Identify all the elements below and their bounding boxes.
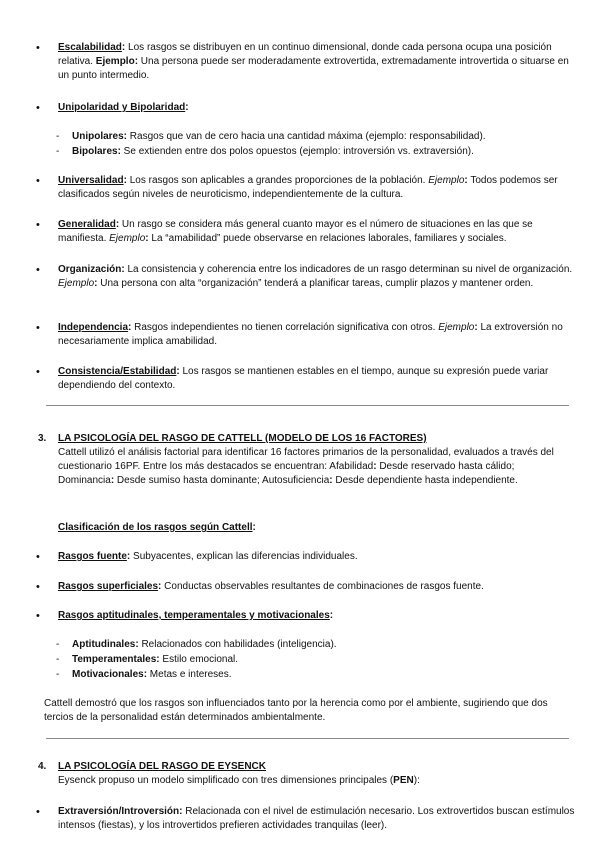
list-item-rasgos-fuente: • Rasgos fuente: Subyacentes, explican las diferencias individuales. xyxy=(58,550,578,564)
subitem-temperamentales: - Temperamentales: Estilo emocional. xyxy=(72,653,572,667)
list-item-rasgos-aptitudinales: • Rasgos aptitudinales, temperamentales y motivacionales: xyxy=(58,609,578,623)
section-divider xyxy=(46,738,569,739)
section-title-cattell: LA PSICOLOGÍA DEL RASGO DE CATTELL (MODELO DE LOS 16 FACTORES) xyxy=(58,433,427,444)
list-item-generalidad: • Generalidad: Un rasgo se considera más general cuanto mayor es el número de situaciones en las que se manifiesta. Ejemplo: La “amabilidad” puede observarse en relaciones laborales, familiares y sociales. xyxy=(58,218,578,246)
list-item-universalidad: • Universalidad: Los rasgos son aplicables a grandes proporciones de la población. Ejemplo: Todos podemos ser clasificados según niveles de neuroticismo, independientemente de la cultura. xyxy=(58,174,578,202)
section-number-3: 3. xyxy=(38,433,47,444)
subheading-unipolaridad: Unipolaridad y Bipolaridad xyxy=(58,102,186,113)
list-item-organizacion: • Organización: La consistencia y coherencia entre los indicadores de un rasgo determinan su nivel de organización. Ejemplo: Una persona con alta “organización” tenderá a planificar tareas, cumplir plazos y mantener orden. xyxy=(58,263,578,291)
list-item-independencia: • Independencia: Rasgos independientes no tienen correlación significativa con otros. Ejemplo: La extroversión no necesariamente implica amabilidad. xyxy=(58,321,578,349)
list-item-unipolaridad: • Unipolaridad y Bipolaridad: xyxy=(58,101,578,115)
cattell-conclusion: Cattell demostró que los rasgos son influenciados tanto por la herencia como por el ambiente, sugiriendo que dos tercios de la personalidad están determinados ambientalmente. xyxy=(44,698,548,723)
subitem-bipolares: - Bipolares: Se extienden entre dos polos opuestos (ejemplo: introversión vs. extraversión). xyxy=(72,145,572,159)
subitem-unipolares: - Unipolares: Rasgos que van de cero hacia una cantidad máxima (ejemplo: responsabilidad). xyxy=(72,130,572,144)
cattell-classification-heading: Clasificación de los rasgos según Cattell: xyxy=(58,522,256,533)
subitem-motivacionales: - Motivacionales: Metas e intereses. xyxy=(72,668,572,682)
term-escalabilidad: Escalabilidad xyxy=(58,42,122,53)
section-divider xyxy=(46,405,569,406)
list-item-extraversion: • Extraversión/Introversión: Relacionada con el nivel de estimulación necesario. Los extrovertidos buscan estímulos intensos (fiestas), y los introvertidos prefieren actividades tranquilas (leer). xyxy=(58,805,578,833)
section-title-eysenck: LA PSICOLOGÍA DEL RASGO DE EYSENCK xyxy=(58,761,266,772)
cattell-intro: Cattell utilizó el análisis factorial para identificar 16 factores primarios de la personalidad, evaluados a través del cuestionario 16PF. Entre los más destacados se encuentran: Afabilidad: Desde reservado hasta cálido; Dominancia: Desde sumiso hasta dominante; Autosuficiencia: Desde dependiente hasta independiente. xyxy=(58,447,554,486)
list-item-consistencia: • Consistencia/Estabilidad: Los rasgos se mantienen estables en el tiempo, aunque su expresión puede variar dependiendo del contexto. xyxy=(58,365,578,393)
section-number-4: 4. xyxy=(38,761,47,772)
list-item-rasgos-superficiales: • Rasgos superficiales: Conductas observables resultantes de combinaciones de rasgos fuente. xyxy=(58,580,578,594)
eysenck-intro: Eysenck propuso un modelo simplificado con tres dimensiones principales (PEN): xyxy=(58,775,420,786)
list-item-escalabilidad: • Escalabilidad: Los rasgos se distribuyen en un continuo dimensional, donde cada persona ocupa una posición relativa. Ejemplo: Una persona puede ser moderadamente extrovertida, extremadamente introvertida o situarse en un punto intermedio. xyxy=(58,41,578,83)
subitem-aptitudinales: - Aptitudinales: Relacionados con habilidades (inteligencia). xyxy=(72,638,572,652)
